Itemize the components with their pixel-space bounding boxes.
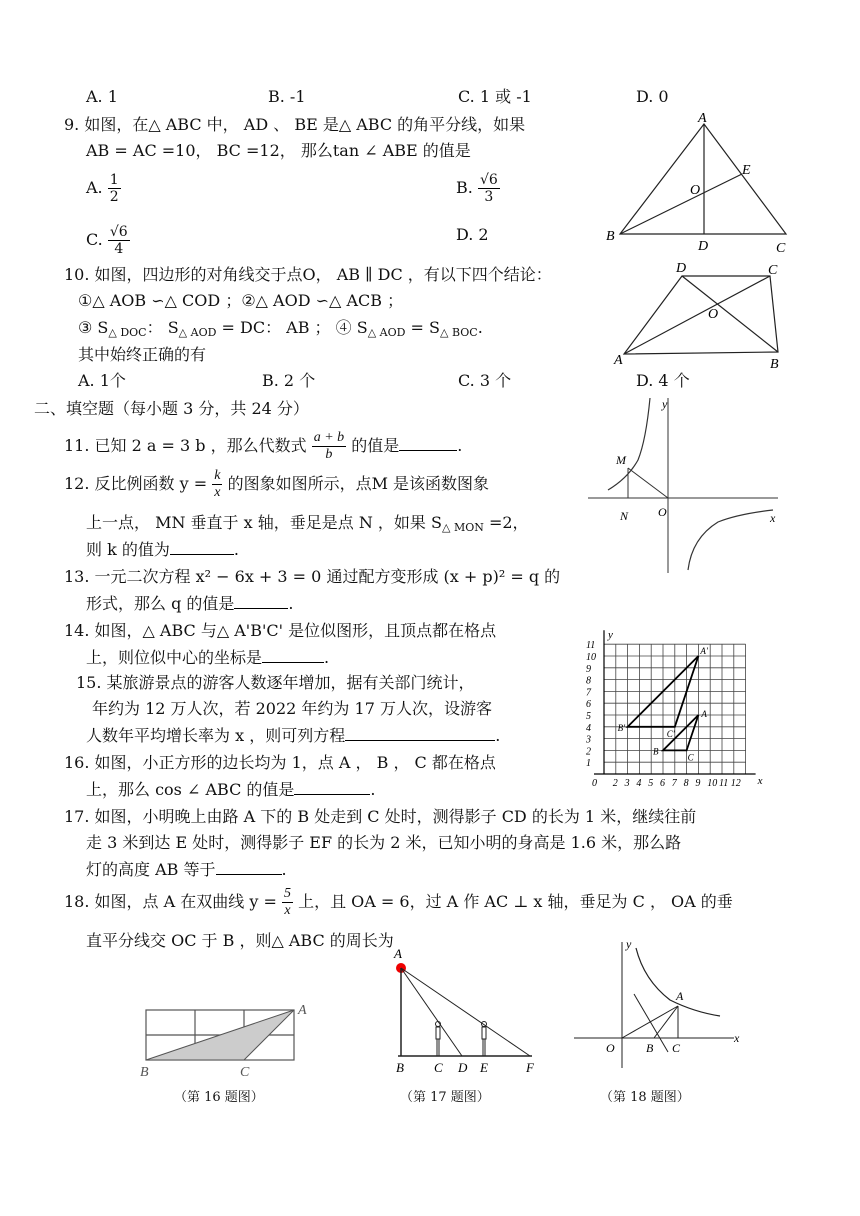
- q10-l3f: △ AOD: [367, 326, 406, 339]
- q10-label-d: D: [676, 261, 687, 276]
- q17-figure: [388, 944, 548, 1076]
- q14-x-tick: 6: [660, 778, 665, 789]
- q9-option-a-den: 2: [109, 189, 119, 205]
- q9-stem-line2: AB = AC =10， BC =12， 那么tan ∠ ABE 的值是: [86, 141, 471, 160]
- q18-label-b: B: [646, 1041, 654, 1055]
- q14-y-tick: 8: [586, 675, 591, 687]
- q10-l3g: = S: [405, 318, 440, 337]
- q10-label-b: B: [770, 357, 779, 372]
- q9-option-a-label: A.: [86, 178, 103, 197]
- q14-point-label: C: [687, 752, 694, 763]
- q15-stem-line2: 年约为 12 万人次，若 2022 年约为 17 万人次，设游客: [92, 699, 492, 718]
- q17-label-c: C: [434, 1060, 443, 1075]
- q14-y-tick: 2: [586, 746, 591, 758]
- q10-stem-line2: ①△ AOB ∽△ COD ；②△ AOD ∽△ ACB ；: [78, 291, 404, 310]
- q17-answer-blank[interactable]: [216, 858, 282, 875]
- q12-stem-line3: [86, 538, 239, 561]
- q11-num: a + b: [313, 430, 345, 445]
- q10-l3c: ： S: [146, 318, 179, 337]
- q18-figure: [574, 936, 746, 1076]
- q9-option-d: D. 2: [456, 225, 489, 244]
- q14-x-tick: 2: [612, 778, 618, 789]
- q17-end: .: [281, 860, 287, 879]
- q9-option-c-fraction: [108, 224, 130, 257]
- q12-l2c: =2，: [483, 513, 529, 532]
- q14-stem-line1: 14. 如图，△ ABC 与△ A'B'C' 是位似图形，且顶点都在格点: [64, 621, 497, 640]
- q10-l3a: ③ S: [78, 318, 109, 337]
- q9-option-b-den: 3: [484, 189, 494, 205]
- q14-x-tick: 3: [624, 778, 630, 789]
- q9-label-d: D: [698, 239, 709, 254]
- q14-x-tick: 5: [648, 778, 654, 789]
- q9-option-b-fraction: [478, 172, 500, 205]
- q17-caption: （第 17 题图）: [400, 1090, 490, 1105]
- q14-y-tick: 5: [586, 711, 591, 722]
- q18-label-y: y: [626, 937, 632, 951]
- q12-den: x: [214, 485, 221, 500]
- q9-option-a: [86, 172, 121, 205]
- q17-label-e: E: [480, 1060, 488, 1075]
- q12-label-x: x: [770, 511, 776, 525]
- q14-x-tick: 10: [707, 778, 718, 789]
- q9-option-b-num: √6: [479, 172, 498, 188]
- q14-x-tick: 7: [671, 778, 677, 789]
- q11-end: .: [457, 436, 463, 455]
- q16-stem-line1: 16. 如图，小正方形的边长均为 1，点 A ， B ， C 都在格点: [64, 753, 496, 772]
- q13-end: .: [288, 594, 294, 613]
- q14-end: .: [324, 648, 330, 667]
- q10-option-d: D. 4 个: [636, 371, 690, 390]
- q12-label-y: y: [662, 397, 668, 411]
- q18-fraction: [282, 886, 293, 919]
- q11-answer-blank[interactable]: [399, 434, 457, 451]
- q8-option-a: A. 1: [86, 87, 118, 106]
- q14-y-tick: 7: [586, 687, 591, 699]
- q10-option-b: B. 2 个: [262, 371, 316, 390]
- q18-pre: 18. 如图，点 A 在双曲线 y =: [64, 892, 277, 911]
- q10-option-c: C. 3 个: [458, 371, 512, 390]
- q11-post: 的值是: [351, 436, 400, 455]
- q14-y-tick: 11: [586, 640, 596, 652]
- q18-label-o: O: [606, 1041, 615, 1055]
- q12-fraction: [212, 468, 222, 501]
- section-heading: 二、填空题（每小题 3 分，共 24 分）: [34, 399, 309, 418]
- q13-stem-line2: [86, 592, 294, 615]
- q14-y-tick: 3: [586, 734, 591, 746]
- q10-l3d: △ AOD: [178, 326, 217, 339]
- q9-option-a-fraction: [108, 172, 121, 205]
- q11-den: b: [325, 447, 333, 462]
- q10-option-a: A. 1个: [78, 371, 126, 390]
- q18-post: 上，且 OA = 6，过 A 作 AC ⊥ x 轴，垂足为 C ， OA 的垂: [298, 892, 733, 911]
- q12-answer-blank[interactable]: [170, 538, 234, 555]
- q9-label-a: A: [698, 111, 707, 126]
- q14-x-tick: 11: [719, 778, 729, 789]
- q15-answer-blank[interactable]: [345, 724, 495, 741]
- q18-num: 5: [283, 886, 291, 901]
- q14-point-label: A: [701, 709, 707, 719]
- q10-figure: [612, 262, 792, 372]
- q17-label-f: F: [526, 1060, 534, 1075]
- q14-x-tick: 9: [695, 778, 701, 789]
- q16-stem-line2: [86, 778, 376, 801]
- q18-stem-line2: 直平分线交 OC 于 B ，则△ ABC 的周长为: [86, 931, 394, 950]
- q16-answer-blank[interactable]: [294, 778, 370, 795]
- q18-label-c: C: [672, 1041, 681, 1055]
- q9-figure: [600, 112, 800, 262]
- q16-end: .: [370, 780, 376, 799]
- q16-label-b: B: [140, 1065, 149, 1080]
- q14-y-tick: 6: [586, 699, 591, 711]
- q9-option-b: [456, 172, 500, 205]
- q13-stem-line1: 13. 一元二次方程 x² − 6x + 3 = 0 通过配方变形成 (x + p)² = q 的: [64, 567, 561, 586]
- q14-x-tick: 4: [636, 778, 642, 789]
- q16-label-c: C: [240, 1065, 250, 1080]
- q14-x-tick: 0: [592, 778, 597, 789]
- q9-label-e: E: [742, 163, 751, 178]
- q13-l2: 形式，那么 q 的值是: [86, 594, 235, 613]
- q15-end: .: [495, 726, 501, 745]
- q18-den: x: [284, 903, 291, 918]
- q12-pre: 12. 反比例函数 y =: [64, 474, 208, 493]
- q18-label-a: A: [676, 989, 684, 1003]
- q12-label-o: O: [658, 505, 667, 519]
- q14-y-tick: 1: [586, 758, 591, 770]
- q14-point-label: A': [700, 646, 708, 656]
- q18-stem-line1: [64, 880, 733, 924]
- q17-label-b: B: [396, 1060, 404, 1075]
- q14-answer-blank[interactable]: [262, 646, 324, 663]
- q14-y-tick: 10: [586, 652, 596, 663]
- q9-stem-line1: 9. 如图，在△ ABC 中， AD 、 BE 是△ ABC 的角平分线，如果: [64, 115, 526, 134]
- q15-stem-line3: [86, 724, 500, 747]
- q14-x-tick: 8: [683, 778, 689, 789]
- q17-stem-line3: [86, 858, 287, 881]
- q12-l2a: 上一点， MN 垂直于 x 轴，垂足是点 N ，如果 S: [86, 513, 442, 532]
- q17-label-a: A: [394, 946, 402, 961]
- q10-label-c: C: [768, 263, 778, 278]
- q10-label-a: A: [614, 353, 623, 368]
- q12-stem-line1: [64, 464, 489, 504]
- q11-stem: [64, 426, 462, 466]
- q14-x-tick: 12: [730, 778, 741, 789]
- q14-axis-label-x: x: [757, 775, 763, 787]
- q12-l2b: △ MON: [441, 521, 484, 534]
- q8-option-d: D. 0: [636, 87, 669, 106]
- q14-point-label: C': [666, 728, 675, 739]
- q9-option-b-label: B.: [456, 178, 473, 197]
- q12-label-m: M: [616, 453, 626, 467]
- q17-stem-line1: 17. 如图，小明晚上由路 A 下的 B 处走到 C 处时，测得影子 CD 的长为 1 米，继续往前: [64, 807, 697, 826]
- q14-y-tick: 4: [586, 722, 591, 734]
- q12-num: k: [214, 468, 221, 483]
- q16-l2: 上，那么 cos ∠ ABC 的值是: [86, 780, 295, 799]
- q11-pre: 11. 已知 2 a = 3 b ，那么代数式: [64, 436, 307, 455]
- q14-grid-figure: [578, 604, 788, 789]
- q17-l3: 灯的高度 AB 等于: [86, 860, 216, 879]
- q17-label-d: D: [458, 1060, 468, 1075]
- q8-option-c: C. 1 或 -1: [458, 87, 532, 106]
- q17-stem-line2: 走 3 米到达 E 处时，测得影子 EF 的长为 2 米，已知小明的身高是 1.6 米，那么路: [86, 833, 682, 852]
- q12-post: 的图象如图所示，点M 是该函数图象: [227, 474, 490, 493]
- q10-stem-line4: 其中始终正确的有: [78, 345, 207, 364]
- q11-fraction: [312, 430, 346, 463]
- q9-option-c-den: 4: [114, 241, 124, 257]
- q10-l3h: △ BOC: [440, 326, 478, 339]
- q14-stem-line2: [86, 646, 329, 669]
- q18-label-x: x: [734, 1031, 740, 1045]
- q8-option-b: B. -1: [268, 87, 306, 106]
- q14-l2: 上，则位似中心的坐标是: [86, 648, 263, 667]
- q9-option-a-num: 1: [109, 172, 119, 188]
- q10-stem-line1: 10. 如图，四边形的对角线交于点O， AB ∥ DC ，有以下四个结论：: [64, 265, 552, 284]
- q12-end: .: [233, 540, 239, 559]
- q16-label-a: A: [298, 1003, 307, 1018]
- q9-label-c: C: [776, 241, 786, 256]
- q14-axis-label-y: y: [608, 629, 613, 642]
- q16-figure: [136, 998, 316, 1078]
- q15-stem-line1: 15. 某旅游景点的游客人数逐年增加，据有关部门统计，: [76, 673, 475, 692]
- q18-caption: （第 18 题图）: [600, 1090, 690, 1105]
- q14-point-label: B: [653, 746, 659, 757]
- q14-point-label: B': [617, 722, 626, 733]
- q9-option-c-label: C.: [86, 230, 103, 249]
- q9-label-b: B: [606, 229, 615, 244]
- q13-answer-blank[interactable]: [234, 592, 288, 609]
- q9-option-c-num: √6: [109, 224, 128, 240]
- q10-label-o: O: [708, 307, 719, 322]
- q12-stem-line2: [86, 512, 529, 539]
- q9-label-o: O: [690, 183, 701, 198]
- q10-l3i: .: [477, 318, 483, 337]
- q15-l3: 人数年平均增长率为 x ，则可列方程: [86, 726, 346, 745]
- q12-label-n: N: [620, 509, 629, 523]
- q14-y-tick: 9: [586, 663, 591, 675]
- q10-l3e: = DC： AB ； ④ S: [216, 318, 368, 337]
- q12-l3: 则 k 的值为: [86, 540, 170, 559]
- q10-stem-line3: [78, 317, 483, 344]
- q16-caption: （第 16 题图）: [174, 1090, 264, 1105]
- q10-l3b: △ DOC: [108, 326, 147, 339]
- q9-option-c: [86, 224, 130, 257]
- q12-figure: [588, 398, 788, 578]
